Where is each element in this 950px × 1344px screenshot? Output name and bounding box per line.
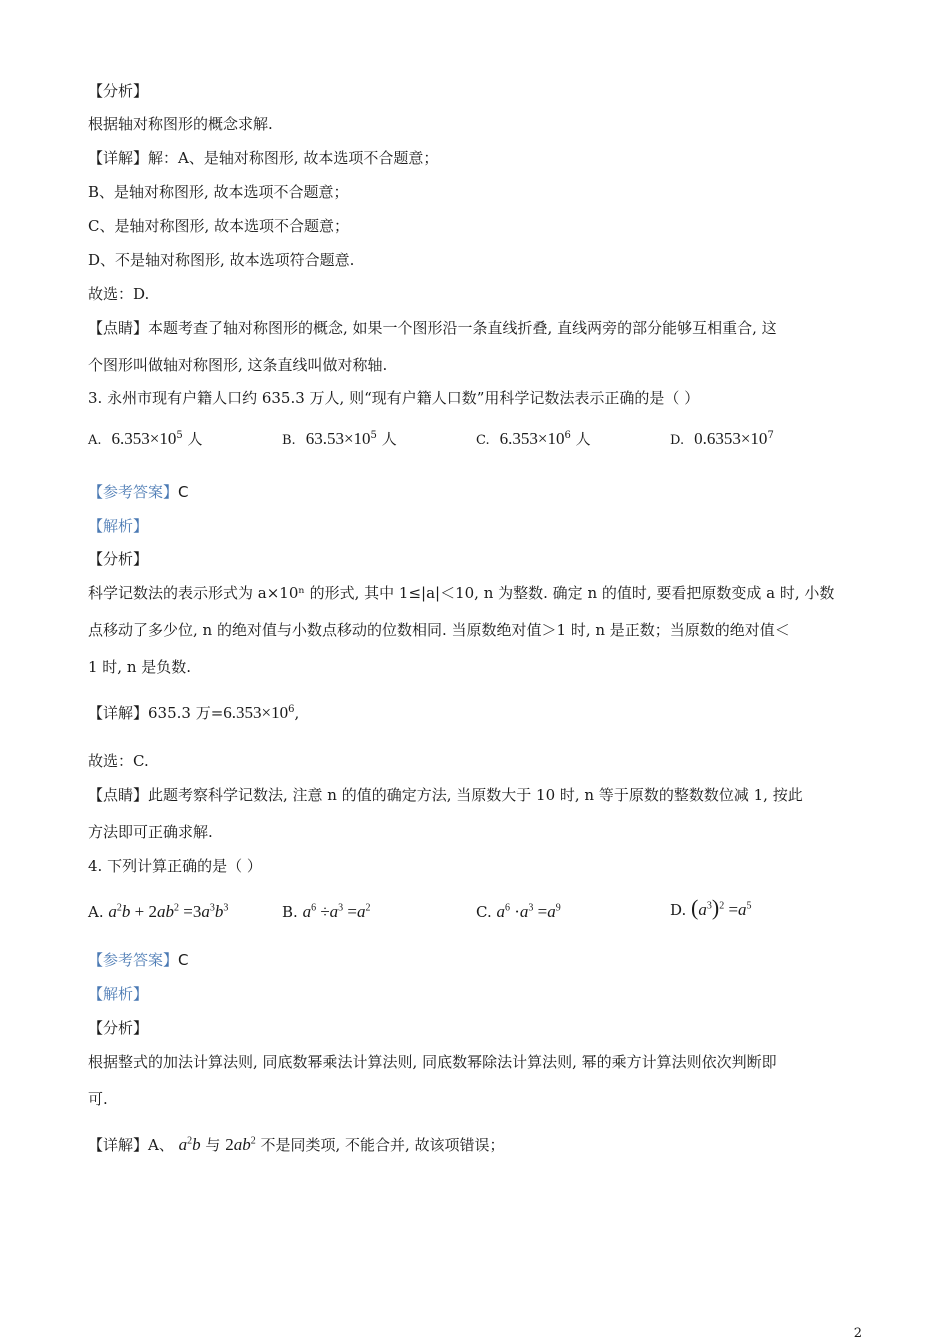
- q2-detail-a: 【详解】解：A、是轴对称图形, 故本选项不合题意；: [88, 149, 439, 167]
- q4-analysis-line1: 根据整式的加法计算法则, 同底数幂乘法计算法则, 同底数幂除法计算法则, 幂的乘方计算法则依次判断即: [88, 1053, 777, 1071]
- q2-analysis-text: 根据轴对称图形的概念求解.: [88, 115, 273, 133]
- q3-comment-line2: 方法即可正确求解.: [88, 823, 213, 841]
- option-exponent: 7: [767, 430, 774, 441]
- q3-option-c: [476, 428, 591, 452]
- option-d-formula: $(a^3)^2 =a^5$: [691, 895, 752, 920]
- answer-value: C: [178, 951, 189, 969]
- q2-detail-d: D、不是轴对称图形, 故本选项符合题意.: [88, 251, 355, 269]
- option-exponent: 6: [564, 430, 571, 441]
- option-letter: B.: [282, 903, 298, 921]
- option-times: ×10: [537, 429, 565, 448]
- q3-option-d: [670, 428, 774, 452]
- detail-times: ×10: [261, 703, 289, 722]
- detail-mid: 与: [205, 1136, 221, 1154]
- option-mantissa: 0.6353: [694, 429, 741, 448]
- option-unit: 人: [575, 430, 591, 448]
- option-times: ×10: [343, 429, 371, 448]
- page-number: 2: [853, 1326, 862, 1341]
- detail-term2: $2ab^2$: [225, 1135, 256, 1154]
- q3-question: 3. 永州市现有户籍人口约 635.3 万人, 则“现有户籍人口数”用科学记数法表示正确的是（ ）: [88, 389, 700, 407]
- detail-exponent: 6: [288, 704, 295, 715]
- q3-analysis-title: 【分析】: [88, 550, 149, 568]
- q3-analysis-line3: 1 时, n 是负数.: [88, 658, 192, 676]
- option-c-formula: $a^6 \cdot a^3 =a^9$: [496, 902, 561, 921]
- q4-option-a: [88, 901, 228, 923]
- option-letter: A.: [88, 433, 102, 448]
- detail-suffix: ,: [294, 704, 300, 722]
- q3-option-a: [88, 428, 203, 452]
- q3-answer: [88, 482, 864, 502]
- q4-jiexi: 【解析】: [88, 985, 149, 1003]
- detail-prefix: 【详解】635.3 万=: [88, 704, 224, 722]
- q4-option-c: [476, 901, 561, 923]
- q4-analysis-title: 【分析】: [88, 1019, 149, 1037]
- option-letter: C.: [476, 903, 492, 921]
- detail-term1: $a^2b$: [178, 1135, 201, 1154]
- q3-choose: 故选：C.: [88, 752, 149, 770]
- q2-comment-line1: 【点睛】本题考查了轴对称图形的概念, 如果一个图形沿一条直线折叠, 直线两旁的部分能够互相重合, 这: [88, 319, 777, 337]
- detail-suffix: 不是同类项, 不能合并, 故该项错误；: [260, 1136, 505, 1154]
- q2-analysis-title: 【分析】: [88, 82, 149, 100]
- q4-question: 4. 下列计算正确的是（ ）: [88, 857, 262, 875]
- q2-choose: 故选：D.: [88, 285, 150, 303]
- option-times: ×10: [740, 429, 768, 448]
- option-exponent: 5: [370, 430, 377, 441]
- q4-answer: [88, 950, 864, 970]
- option-letter: C.: [476, 433, 490, 448]
- q3-analysis-line2: 点移动了多少位, n 的绝对值与小数点移动的位数相同. 当原数绝对值＞1 时, n 是正数；当原数的绝对值＜: [88, 621, 790, 639]
- answer-label: 【参考答案】: [88, 483, 179, 501]
- option-mantissa: 6.353: [499, 429, 538, 448]
- q4-detail: [88, 1135, 864, 1155]
- option-letter: A.: [88, 903, 104, 921]
- option-unit: 人: [187, 430, 203, 448]
- option-letter: D.: [670, 433, 685, 448]
- q3-option-b: [282, 428, 397, 452]
- option-unit: 人: [381, 430, 397, 448]
- option-mantissa: 6.353: [111, 429, 150, 448]
- answer-value: C: [178, 483, 189, 501]
- q4-analysis-line2: 可.: [88, 1090, 108, 1108]
- answer-label: 【参考答案】: [88, 951, 179, 969]
- option-times: ×10: [149, 429, 177, 448]
- option-a-formula: $a^2b + 2ab^2 =3a^3b^3$: [108, 902, 229, 921]
- option-letter: D.: [670, 901, 687, 919]
- q2-detail-b: B、是轴对称图形, 故本选项不合题意；: [88, 183, 349, 201]
- q4-option-d: [670, 897, 752, 921]
- option-mantissa: 63.53: [305, 429, 344, 448]
- detail-prefix: 【详解】A、: [88, 1136, 174, 1154]
- q3-detail: [88, 703, 864, 723]
- detail-mantissa: 6.353: [223, 703, 262, 722]
- q2-comment-line2: 个图形叫做轴对称图形, 这条直线叫做对称轴.: [88, 356, 388, 374]
- option-exponent: 5: [176, 430, 183, 441]
- q4-option-b: [282, 901, 371, 923]
- q3-jiexi: 【解析】: [88, 517, 149, 535]
- option-b-formula: $a^6 \div a^3 =a^2$: [302, 902, 371, 921]
- q3-comment-line1: 【点睛】此题考察科学记数法, 注意 n 的值的确定方法, 当原数大于 10 时, n 等于原数的整数数位减 1, 按此: [88, 786, 803, 804]
- q2-detail-c: C、是轴对称图形, 故本选项不合题意；: [88, 217, 350, 235]
- q3-analysis-line1: 科学记数法的表示形式为 a×10ⁿ 的形式, 其中 1≤|a|＜10, n 为整数. 确定 n 的值时, 要看把原数变成 a 时, 小数: [88, 584, 835, 602]
- option-letter: B.: [282, 433, 296, 448]
